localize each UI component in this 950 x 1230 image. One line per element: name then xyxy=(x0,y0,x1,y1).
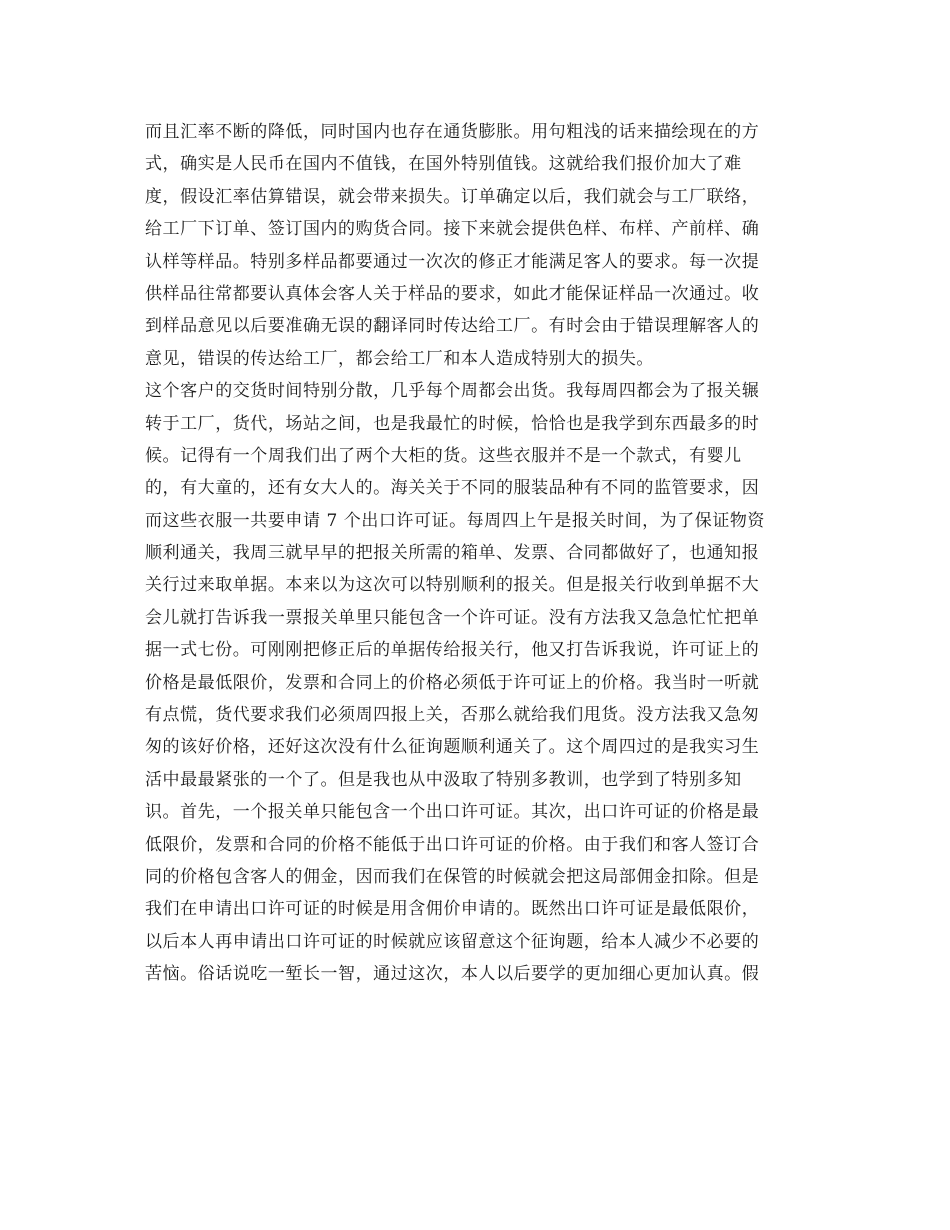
text-line: 而这些衣服一共要申请 7 个出口许可证。每周四上午是报关时间，为了保证物资 xyxy=(145,510,765,531)
document-body xyxy=(145,116,805,991)
paragraph-1 xyxy=(145,116,805,375)
text-line: 给工厂下订单、签订国内的购货合同。接下来就会提供色样、布样、产前样、确 xyxy=(145,219,760,240)
text-line: 式，确实是人民币在国内不值钱，在国外特别值钱。这就给我们报价加大了难 xyxy=(145,154,742,175)
text-line: 到样品意见以后要准确无误的翻译同时传达给工厂。有时会由于错误理解客人的 xyxy=(145,316,760,337)
text-line: 价格是最低限价，发票和合同上的价格必须低于许可证上的价格。我当时一听就 xyxy=(145,672,760,693)
text-line: 以后本人再申请出口许可证的时候就应该留意这个征询题，给本人减少不必要的 xyxy=(145,931,760,952)
text-line: 意见，错误的传达给工厂，都会给工厂和本人造成特别大的损失。 xyxy=(145,348,654,369)
text-line: 供样品往常都要认真体会客人关于样品的要求，如此才能保证样品一次通过。收 xyxy=(145,283,760,304)
text-line: 同的价格包含客人的佣金，因而我们在保管的时候就会把这局部佣金扣除。但是 xyxy=(145,866,760,887)
text-line: 的，有大童的，还有女大人的。海关关于不同的服装品种有不同的监管要求，因 xyxy=(145,478,760,499)
paragraph-2 xyxy=(145,375,805,990)
text-line: 苦恼。俗话说吃一堑长一智，通过这次，本人以后要学的更加细心更加认真。假 xyxy=(145,964,760,985)
text-line: 关行过来取单据。本来以为这次可以特别顺利的报关。但是报关行收到单据不大 xyxy=(145,575,760,596)
text-line: 识。首先，一个报关单只能包含一个出口许可证。其次，出口许可证的价格是最 xyxy=(145,802,760,823)
text-line: 这个客户的交货时间特别分散，几乎每个周都会出货。我每周四都会为了报关辗 xyxy=(145,381,760,402)
text-line: 认样等样品。特别多样品都要通过一次次的修正才能满足客人的要求。每一次提 xyxy=(145,251,760,272)
text-line: 而且汇率不断的降低，同时国内也存在通货膨胀。用句粗浅的话来描绘现在的方 xyxy=(145,122,760,142)
text-line: 据一式七份。可刚刚把修正后的单据传给报关行，他又打告诉我说，许可证上的 xyxy=(145,640,760,661)
text-line: 低限价，发票和合同的价格不能低于出口许可证的价格。由于我们和客人签订合 xyxy=(145,834,760,855)
text-line: 有点慌，货代要求我们必须周四报上关，否那么就给我们甩货。没方法我又急匆 xyxy=(145,705,760,726)
text-line: 转于工厂，货代，场站之间，也是我最忙的时候，恰恰也是我学到东西最多的时 xyxy=(145,413,760,434)
text-line: 顺利通关，我周三就早早的把报关所需的箱单、发票、合同都做好了，也通知报 xyxy=(145,543,760,564)
text-line: 度，假设汇率估算错误，就会带来损失。订单确定以后，我们就会与工厂联络， xyxy=(145,186,760,207)
text-line: 候。记得有一个周我们出了两个大柜的货。这些衣服并不是一个款式，有婴儿 xyxy=(145,445,742,466)
text-line: 我们在申请出口许可证的时候是用含佣价申请的。既然出口许可证是最低限价， xyxy=(145,899,760,920)
text-line: 活中最最紧张的一个了。但是我也从中汲取了特别多教训，也学到了特别多知 xyxy=(145,769,742,790)
text-line: 匆的该好价格，还好这次没有什么征询题顺利通关了。这个周四过的是我实习生 xyxy=(145,737,760,758)
text-line: 会儿就打告诉我一票报关单里只能包含一个许可证。没有方法我又急急忙忙把单 xyxy=(145,607,760,628)
